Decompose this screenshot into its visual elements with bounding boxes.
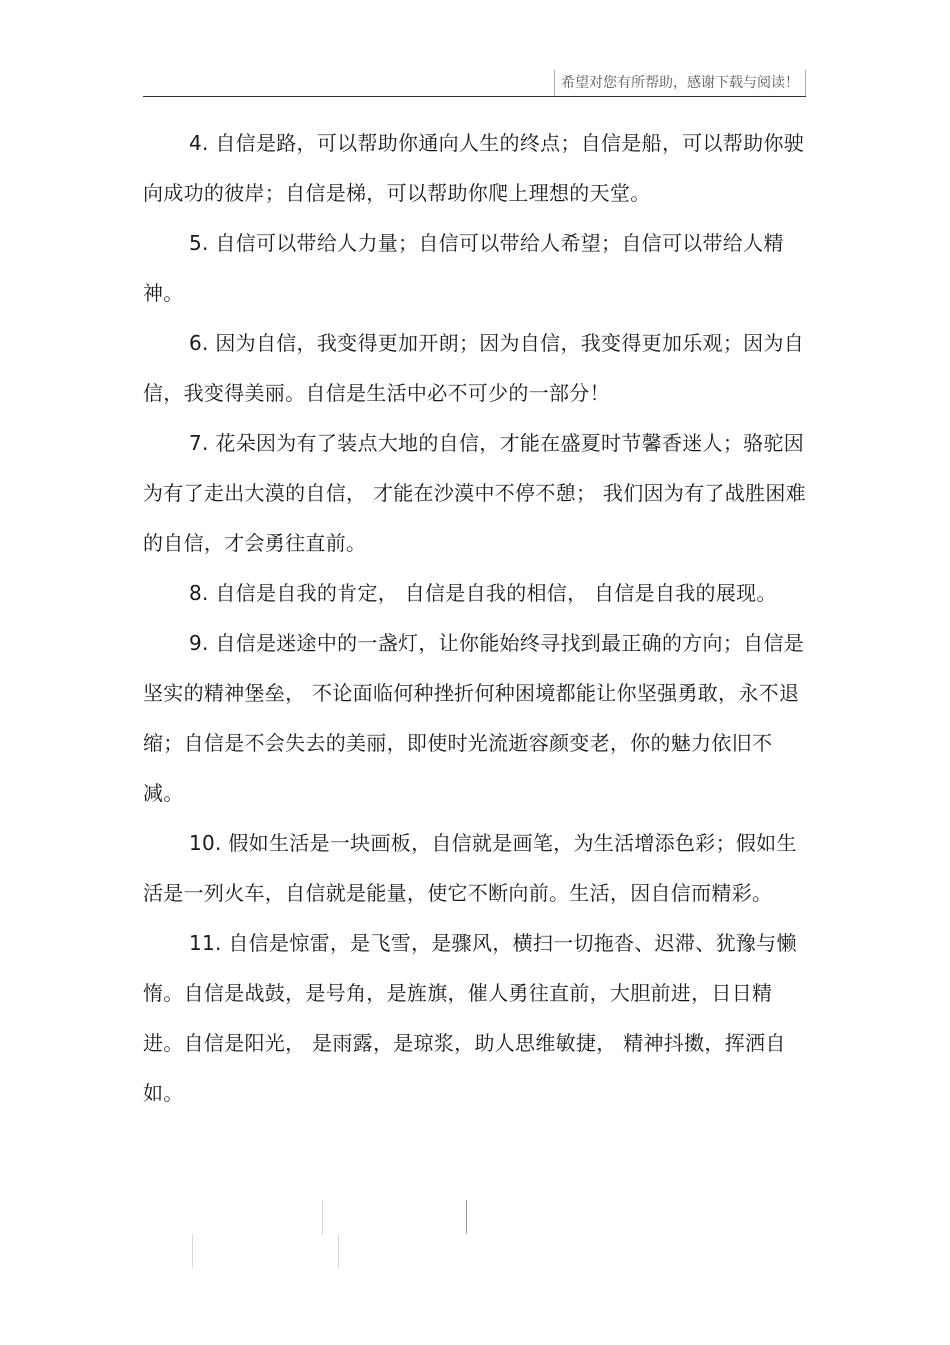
header-note: 希望对您有所帮助，感谢下载与阅读！	[554, 70, 806, 96]
paragraph-5: 5. 自信可以带给人力量；自信可以带给人希望；自信可以带给人精神。	[143, 231, 784, 305]
decorative-line	[192, 1234, 193, 1268]
decorative-line	[466, 1200, 467, 1234]
decorative-line	[322, 1200, 323, 1234]
document-body	[143, 118, 806, 1118]
decorative-line	[338, 1234, 339, 1268]
paragraph-10: 10. 假如生活是一块画板，自信就是画笔，为生活增添色彩；假如生活是一列火车，自信就是能量，使它不断向前。生活，因自信而精彩。	[143, 831, 797, 905]
paragraph-11: 11. 自信是惊雷，是飞雪，是骤风，横扫一切拖沓、迟滞、犹豫与懒惰。自信是战鼓，是号角，是旌旗，催人勇往直前，大胆前进，日日精进。自信是阳光， 是雨露，是琼浆，助人思维敏捷， 精神抖擞，挥洒自如。	[143, 931, 797, 1105]
paragraph-9: 9. 自信是迷途中的一盏灯，让你能始终寻找到最正确的方向；自信是坚实的精神堡垒， 不论面临何种挫折何种困境都能让你坚强勇敢，永不退缩；自信是不会失去的美丽，即使时光流逝容颜变老，你的魅力依旧不减。	[143, 631, 805, 805]
paragraph-7: 7. 花朵因为有了装点大地的自信，才能在盛夏时节馨香迷人；骆驼因为有了走出大漠的自信， 才能在沙漠中不停不憩； 我们因为有了战胜困难的自信，才会勇往直前。	[143, 431, 806, 555]
paragraph-6: 6. 因为自信，我变得更加开朗；因为自信，我变得更加乐观；因为自信，我变得美丽。自信是生活中必不可少的一部分！	[143, 331, 805, 405]
paragraph-8: 8. 自信是自我的肯定， 自信是自我的相信， 自信是自我的展现。	[189, 581, 777, 605]
header-divider	[143, 96, 806, 97]
paragraph-4: 4. 自信是路，可以帮助你通向人生的终点；自信是船，可以帮助你驶向成功的彼岸；自信是梯，可以帮助你爬上理想的天堂。	[143, 131, 805, 205]
